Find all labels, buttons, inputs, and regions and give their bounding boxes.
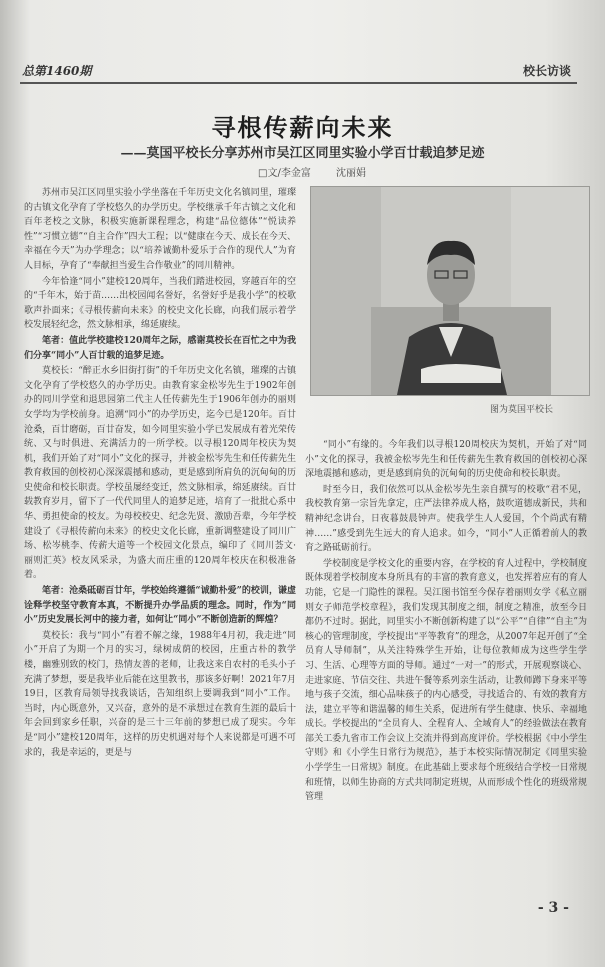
author-primary: □文/李金富: [258, 168, 311, 179]
paragraph-continuation: “同小”有缘的。今年我们以寻根120周校庆为契机，开始了对“同小”文化的探寻，我被金松岑先生和任传薪先生教育救国的创校初心深深地震撼和感动，更是感到肩负的沉甸甸的历史使命和校长职责。: [305, 440, 587, 480]
paragraph-intro: 苏州市吴江区同里实验小学坐落在千年历史文化名镇同里，璀璨的古镇文化孕育了学校悠久的办学历史。学校继承千年古镇之文化和百年老校之文脉，积极实施新课程理念，构建“品位德体”“悦读养性”“习惯立德”“自主合作”四大工程；以“健康在今天、成长在今天、幸福在今天”为办学理念；以“培养诚勤朴爱乐于合作的现代人”为育人目标，孕育了“奉献担当爱生合作敬业”的同川精神。: [24, 188, 296, 271]
photo-caption: 图为莫国平校长: [490, 405, 554, 415]
header-rule: [20, 82, 577, 84]
article-title: 寻根传薪向未来: [211, 113, 394, 142]
paragraph-anniversary: 今年恰逢“同小”建校120周年，当我们踏进校园，穿越百年的空的“千年木，始于苗……出校园闻名誉好，名誉好乎是我小学”的校歌歌声扑面来；《寻根传薪向未来》的校史文化长廊，向我们展示着学校发展轻纪念，然文脉相承，绵延赓续。: [24, 276, 296, 331]
paragraph-question-1: 笔者：值此学校建校120周年之际，感谢莫校长在百忙之中为我们分享“同小”人百廿载的追梦足迹。: [24, 335, 296, 361]
paragraph-school-song: 时至今日，我们依然可以从金松岑先生亲自撰写的校歌“君不见，我校教育第一宗旨先拿定，庄严法律养成人格，鼓吹道德成新民，共和精神纪念讲台，日夜暮鼓晨钟声。使我学生人人爱国，个个尚武有精神……”感受到先生远大的育人追求。如今，“同小”人正循着前人的教育之路砥砺前行。: [305, 484, 587, 554]
right-column: [305, 438, 587, 908]
paragraph-question-2: 笔者：沧桑砥砺百廿年，学校始终遵循“诚勤朴爱”的校训，谦虚诠释学校坚守教育本真，不断提升办学品质的理念。同时，作为“同小”历史发展长河中的接力者，如何让“同小”不断创造新的辉煌？: [24, 586, 296, 626]
article-subtitle: ——莫国平校长分享苏州市吴江区同里实验小学百廿载追梦足迹: [120, 146, 485, 161]
issue-number: 总第1460期: [22, 64, 92, 78]
paragraph-school-system: 学校制度是学校文化的重要内容，在学校的育人过程中，学校制度既体现着学校制度本身所具有的丰富的教育意义，也发挥着应有的育人功能，它是一门隐性的课程。吴江图书馆至今保存着丽则女学《私立丽则女子师范学校章程》，我们发现其制度之细，制度之精准，放至今日都仍不过时。据此，同里实小不断创新构建了以“公平”“自律”“自主”为核心的管理制度，学校提出“平等教育”的理念，从2007年起开创了“全员育人导师制”，从关注特殊学生开始，让每位教师成为这些学生学习、生活、心理等方面的导师。通过“一对一”的形式，开展观察谈心、走进家庭、节信交往、共进午餐等系列亲生活动，让教师蹲下身来平等地与孩子交流，细心品味孩子的内心感受，寻找适合的、有效的教育方法，建立平等和谐温馨的师生关系，促进所有学生健康、快乐、幸福地成长。学校提出的“全员育人、全程育人、全域育人”的经验做法在教育部关工委九省市工作会议上交流并得到高度评价。学校根据《中小学生守则》和《小学生日常行为规范》，基于本校实际情况制定《同里实验小学学生一日常规》制度。在此基础上要求每个班级结合学校一日常规和班情，以师生协商的方式共同制定班规，从而形成个性化的班级常规管理: [305, 558, 587, 803]
paragraph-answer-2: 莫校长：我与“同小”有着不解之缘，1988年4月初，我走进“同小”开启了为期一个月的实习，绿树成荫的校园，庄重古朴的教学楼，幽雅别致的校门，热情友善的老师，让我这来自农村的毛头小子充满了梦想，要是我毕业后能在这里教书，那该多好啊！2021年7月19日，区教育局领导找我谈话，告知组织上要调我到“同小”工作。当时，内心既意外，又兴奋，意外的是不承想过在教育生涯的最后十年会回到家乡任职，兴奋的是三十三年前的梦想已成了现实。今年是“同小”建校120周年，这样的历史机遇对每个人来说都是可遇不可求的，我是幸运的，更是与: [24, 630, 296, 758]
paragraph-answer-1: 莫校长：“醉正水乡旧街打街”的千年历史文化名镇，璀璨的古镇文化孕育了学校悠久的办学历史。由教育家金松岑先生于1902年创办的同川学堂和退思园第二代主人任传薪先生于1906年创办的丽则女学均为学校前身。追溯“同小”的办学历史，迄今已是120年。百廿沧桑，百廿磨砺，百廿奋发，如今同里实验小学已发展成有着光荣传统、又与时俱进、充满活力的一所学校。以寻根120周年校庆为契机，我们开始了对“同小”文化的探寻，并被金松岑先生和任传薪先生教育救国的创校初心深深震撼和感动，更是感到所肩负的沉甸甸的历史使命和校长职责。学校虽屡经变迁，然文脉相承，绵延赓续。百廿载教育岁月，留下了一代代同里人的追梦足迹，培育了一批批心系中华、勇担使命的校友。为母校校史、纪念先贤、激励吾辈，今年学校建设了《寻根传薪向未来》的校史文化长廊，重新调整建设了同川广场、松岑桃李、传薪大道等一个校园文化景点，编印了《同川荟文·丽则汇英》校友风采录，为盛大而庄重的120周年校庆在积极准备着。: [24, 366, 296, 581]
principal-photo: [310, 186, 590, 396]
author-secondary: 沈丽娟: [336, 168, 367, 179]
left-column: [24, 186, 296, 906]
principal-portrait-illustration: [311, 187, 589, 395]
section-name: 校长访谈: [522, 64, 571, 78]
byline: [258, 164, 388, 179]
page-number: - 3 -: [537, 900, 569, 916]
